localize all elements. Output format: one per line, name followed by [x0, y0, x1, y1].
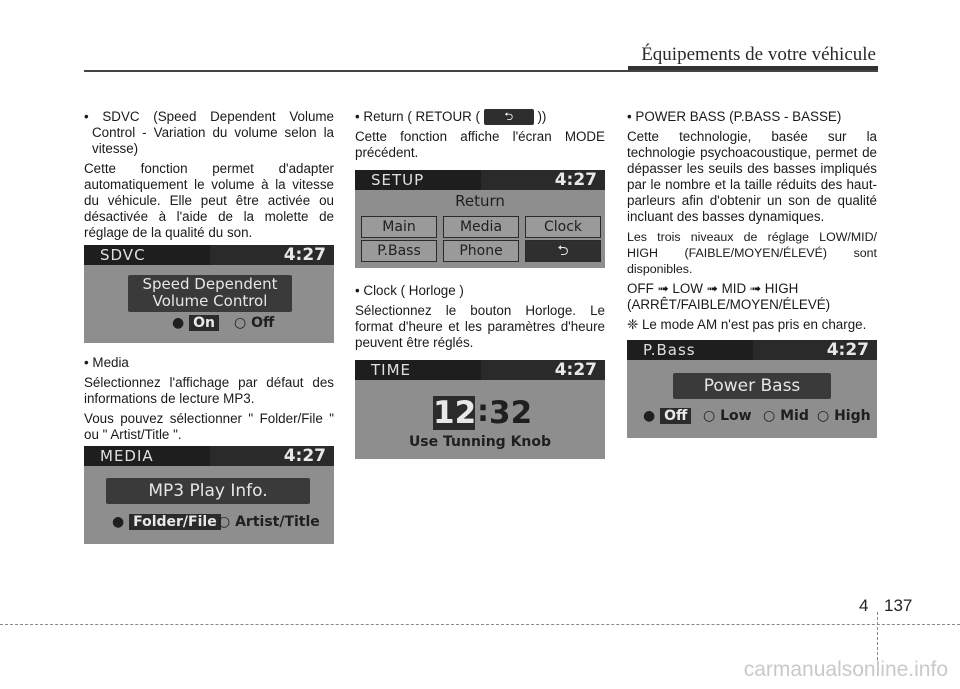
screen-tab: SETUP: [355, 170, 481, 190]
pbass-option-high: ○ High: [817, 408, 871, 424]
footer-rule: [0, 624, 960, 625]
media-text-1: Sélectionnez l'affichage par défaut des informations de lecture MP3.: [84, 375, 334, 406]
setup-clock-button: Clock: [525, 216, 601, 238]
column-3: [627, 109, 877, 337]
sdvc-option-on: ● On: [172, 315, 219, 331]
screen-clock: 4:27: [283, 245, 326, 265]
time-colon: :: [477, 394, 489, 429]
return-bullet: • Return ( RETOUR ( ⮌ )): [355, 109, 547, 124]
sdvc-screen: [84, 245, 334, 343]
setup-main-button: Main: [361, 216, 437, 238]
time-hint: Use Tunning Knob: [408, 434, 552, 450]
screen-clock: 4:27: [826, 340, 869, 360]
pbass-title-box: Power Bass: [673, 373, 831, 399]
sdvc-option-off: ○ Off: [234, 315, 275, 331]
media-option-folder: ● Folder/File: [112, 514, 221, 530]
screen-tab: TIME: [355, 360, 481, 380]
media-bullet: • Media: [84, 355, 129, 370]
sequence-fr: (ARRÊT/FAIBLE/MOYEN/ÉLEVÉ): [627, 297, 831, 312]
pbass-option-off: ● Off: [643, 408, 691, 424]
setup-media-button: Media: [443, 216, 519, 238]
screen-tab: P.Bass: [627, 340, 753, 360]
clock-bullet: • Clock ( Horloge ): [355, 283, 464, 298]
page-number: 137: [884, 596, 913, 615]
media-screen: [84, 446, 334, 544]
clock-text: Sélectionnez le bouton Horloge. Le format d'heure et les paramètres d'heure peuvent être réglés.: [355, 303, 605, 350]
setup-back-icon: ⮌: [525, 240, 601, 262]
back-arrow-icon: ⮌: [484, 109, 534, 125]
time-screen: [355, 360, 605, 459]
section-title: Équipements de votre véhicule: [641, 44, 876, 65]
media-title-box: MP3 Play Info.: [106, 478, 310, 504]
screen-clock: 4:27: [554, 170, 597, 190]
column-2: [355, 109, 605, 165]
time-hour: 12: [433, 395, 477, 431]
setup-screen: [355, 170, 605, 268]
screen-clock: 4:27: [283, 446, 326, 466]
setup-pbass-button: P.Bass: [361, 240, 437, 262]
setup-phone-button: Phone: [443, 240, 519, 262]
screen-clock: 4:27: [554, 360, 597, 380]
media-text-2: Vous pouvez sélectionner " Folder/File " ou " Artist/Title ".: [84, 411, 334, 442]
screen-tab: SDVC: [84, 245, 210, 265]
sdvc-title-box: Speed Dependent Volume Control: [128, 275, 292, 312]
header-rule: [84, 70, 878, 72]
return-text: Cette fonction affiche l'écran MODE précédent.: [355, 129, 605, 161]
note-text: ❈ Le mode AM n'est pas pris en charge.: [627, 317, 867, 332]
pbass-screen: [627, 340, 877, 438]
levels-text: Les trois niveaux de réglage LOW/MID/ HIGH (FAIBLE/MOYEN/ÉLEVÉ) sont disponibles.: [627, 230, 877, 276]
pbass-option-mid: ○ Mid: [763, 408, 809, 424]
setup-return-title: Return: [455, 192, 505, 210]
column-2-clock: [355, 283, 605, 355]
pbass-option-low: ○ Low: [703, 408, 752, 424]
bass-bullet: • POWER BASS (P.BASS - BASSE): [627, 109, 842, 124]
bass-text: Cette technologie, basée sur la technologie psychoacoustique, permet de dépasser les seuils des basses impliqués par le nombre et la taille réduits des haut-parleurs afin d'obtenir un son de qualité incluant des basses dynamiques.: [627, 129, 877, 224]
column-1: [84, 109, 334, 245]
media-option-artist: ○ Artist/Title: [218, 514, 320, 530]
watermark: carmanualsonline.info: [743, 658, 948, 681]
sdvc-bullet: • SDVC (Speed Dependent Volume Control - Variation du volume selon la vitesse): [84, 109, 334, 156]
sequence-text: OFF ➟ LOW ➟ MID ➟ HIGH: [627, 281, 799, 296]
time-minute: 32: [489, 395, 533, 431]
chapter-number: 4: [859, 596, 869, 615]
screen-tab: MEDIA: [84, 446, 210, 466]
column-1-media: [84, 355, 334, 447]
sdvc-text: Cette fonction permet d'adapter automatiquement le volume à la vitesse du véhicule. Elle peut être activée ou désactivée à l'aide de la molette de réglage de la qualité du son.: [84, 161, 334, 240]
